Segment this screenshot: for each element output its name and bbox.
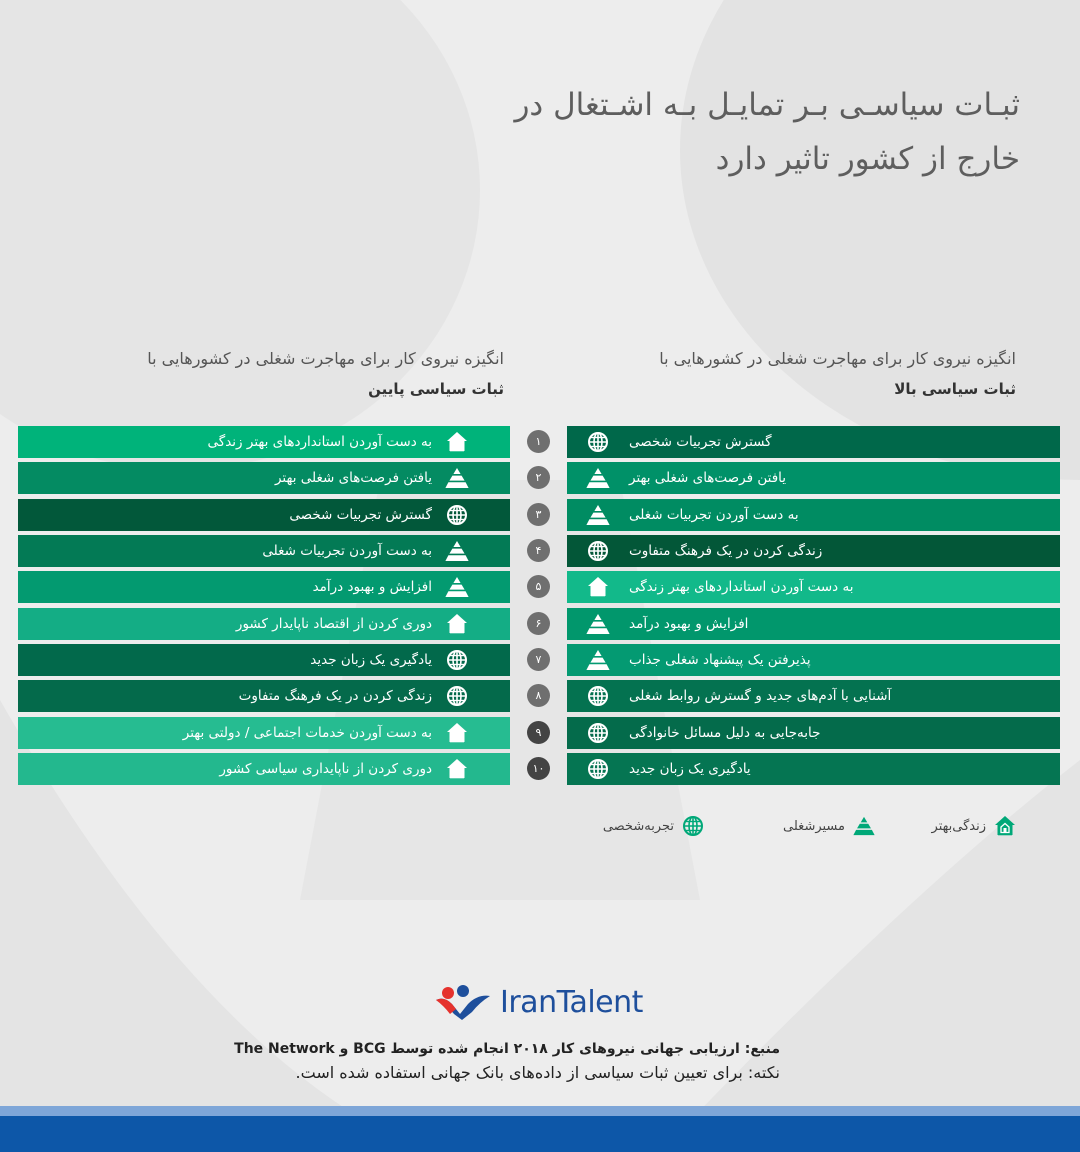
- list-row-label: افزایش و بهبود درآمد: [312, 579, 432, 596]
- list-row-label: افزایش و بهبود درآمد: [629, 615, 749, 632]
- list-row: [567, 499, 1060, 531]
- list-row-content: [183, 720, 490, 746]
- globe-icon: [585, 756, 611, 782]
- rank-badge: ۹: [527, 721, 550, 744]
- house-icon: [444, 720, 470, 746]
- list-row-content: [585, 574, 853, 600]
- list-row: [18, 717, 510, 749]
- list-row-label: گسترش تجربیات شخصی: [289, 506, 432, 523]
- list-row: [18, 535, 510, 567]
- list-row: [18, 426, 510, 458]
- pyramid-icon: [585, 465, 611, 491]
- list-row-content: [289, 502, 490, 528]
- rank-badge: ۲: [527, 466, 550, 489]
- list-row: [18, 680, 510, 712]
- globe-icon: [444, 683, 470, 709]
- list-row-label: به دست آوردن استانداردهای بهتر زندگی: [207, 434, 432, 450]
- legend-item-career: [783, 815, 875, 837]
- list-row-content: [585, 647, 811, 673]
- list-row-content: [585, 465, 786, 491]
- globe-icon: [444, 502, 470, 528]
- list-row: [18, 462, 510, 494]
- list-row-label: زندگی کردن در یک فرهنگ متفاوت: [238, 688, 432, 705]
- list-row-content: [585, 720, 821, 746]
- pyramid-icon: [585, 647, 611, 673]
- heading-low-stability: [147, 348, 504, 400]
- list-row-content: [239, 683, 490, 709]
- title-line-1: ثبـات سیاسـی بـر تمایـل بـه اشـتغال در: [514, 87, 1020, 123]
- list-row-content: [275, 465, 490, 491]
- list-row: [567, 717, 1060, 749]
- rank-badge: ۱۰: [527, 757, 550, 780]
- list-row: [567, 535, 1060, 567]
- rank-badge: ۸: [527, 684, 550, 707]
- rank-badge: ۴: [527, 539, 550, 562]
- globe-icon: [585, 538, 611, 564]
- list-row-label: به دست آوردن خدمات اجتماعی / دولتی بهتر: [182, 724, 432, 741]
- house-icon: [994, 815, 1016, 837]
- list-row: [567, 680, 1060, 712]
- list-row: [18, 608, 510, 640]
- page-title: [460, 78, 1020, 186]
- list-row: [567, 571, 1060, 603]
- legend-item-life: [932, 815, 1016, 837]
- rank-badge: ۷: [527, 648, 550, 671]
- list-row-content: [585, 502, 799, 528]
- list-row: [567, 644, 1060, 676]
- list-row: [18, 499, 510, 531]
- list-row-label: یافتن فرصت‌های شغلی بهتر: [629, 470, 787, 487]
- high-stability-list: [567, 426, 1060, 789]
- pyramid-icon: [585, 502, 611, 528]
- brand-name: IranTalent: [500, 984, 643, 1020]
- list-row: [18, 644, 510, 676]
- list-row-content: [236, 611, 490, 637]
- rank-badge: ۳: [527, 503, 550, 526]
- list-row-label: گسترش تجربیات شخصی: [629, 434, 772, 450]
- list-row-label: به دست آوردن استانداردهای بهتر زندگی: [629, 579, 854, 596]
- list-row: [18, 753, 510, 785]
- rank-badge: ۶: [527, 612, 550, 635]
- list-row-label: دوری کردن از اقتصاد ناپایدار کشور: [235, 615, 432, 632]
- pyramid-icon: [444, 574, 470, 600]
- legend-label-career: مسیرشغلی: [783, 818, 845, 834]
- house-icon: [585, 574, 611, 600]
- footer-bar: [0, 1116, 1080, 1152]
- footer-stripe: [0, 1106, 1080, 1116]
- house-icon: [444, 611, 470, 637]
- brand-mark-icon: [434, 984, 492, 1020]
- list-row-content: [585, 611, 748, 637]
- list-row: [18, 571, 510, 603]
- globe-icon: [585, 720, 611, 746]
- list-row: [567, 462, 1060, 494]
- title-line-2: خارج از کشور تاثیر دارد: [715, 141, 1020, 177]
- list-row-content: [585, 429, 772, 455]
- list-row-content: [585, 756, 751, 782]
- list-row-label: آشنایی با آدم‌های جدید و گسترش روابط شغلی: [629, 688, 892, 705]
- list-row-content: [208, 429, 490, 455]
- list-row-label: یافتن فرصت‌های شغلی بهتر: [274, 470, 432, 487]
- legend-label-experience: تجربه‌شخصی: [602, 818, 674, 834]
- source-notes: [234, 1038, 780, 1086]
- legend-label-life: زندگی‌بهتر: [931, 818, 986, 834]
- note-line: نکته: برای تعیین ثبات سیاسی از داده‌های بانک جهانی استفاده شده است.: [295, 1063, 780, 1082]
- brand-logo: [434, 984, 643, 1020]
- heading-low-line-1: انگیزه نیروی کار برای مهاجرت شغلی در کشورهایی با: [147, 349, 504, 368]
- list-row-content: [219, 756, 490, 782]
- rank-badge: ۵: [527, 575, 550, 598]
- globe-icon: [585, 429, 611, 455]
- house-icon: [444, 756, 470, 782]
- heading-high-line-2: ثبات سیاسی بالا: [894, 380, 1016, 398]
- list-row-content: [313, 574, 490, 600]
- list-row-label: به دست آوردن تجربیات شغلی: [629, 506, 799, 523]
- source-line: منبع: ارزیابی جهانی نیروهای کار ۲۰۱۸ انجام شده توسط BCG و The Network: [234, 1041, 780, 1057]
- house-icon: [444, 429, 470, 455]
- legend-item-experience: [603, 815, 704, 837]
- rank-list: [527, 430, 551, 793]
- list-row: [567, 608, 1060, 640]
- list-row-content: [585, 683, 891, 709]
- list-row: [567, 753, 1060, 785]
- pyramid-icon: [853, 815, 875, 837]
- list-row-content: [310, 647, 490, 673]
- pyramid-icon: [444, 538, 470, 564]
- heading-high-line-1: انگیزه نیروی کار برای مهاجرت شغلی در کشورهایی با: [659, 349, 1016, 368]
- list-row-label: به دست آوردن تجربیات شغلی: [262, 543, 432, 560]
- rank-badge: ۱: [527, 430, 550, 453]
- low-stability-list: [18, 426, 510, 789]
- globe-icon: [585, 683, 611, 709]
- list-row-content: [585, 538, 822, 564]
- heading-high-stability: [659, 348, 1016, 400]
- heading-low-line-2: ثبات سیاسی پایین: [368, 380, 504, 398]
- list-row-label: زندگی کردن در یک فرهنگ متفاوت: [629, 543, 823, 560]
- list-row-label: یادگیری یک زبان جدید: [629, 761, 751, 778]
- list-row-content: [262, 538, 490, 564]
- globe-icon: [682, 815, 704, 837]
- list-row-label: دوری کردن از ناپایداری سیاسی کشور: [219, 761, 432, 778]
- list-row-label: پذیرفتن یک پیشنهاد شغلی جذاب: [629, 652, 811, 669]
- list-row: [567, 426, 1060, 458]
- globe-icon: [444, 647, 470, 673]
- pyramid-icon: [444, 465, 470, 491]
- list-row-label: جابه‌جایی به دلیل مسائل خانوادگی: [629, 724, 821, 741]
- pyramid-icon: [585, 611, 611, 637]
- list-row-label: یادگیری یک زبان جدید: [310, 652, 432, 669]
